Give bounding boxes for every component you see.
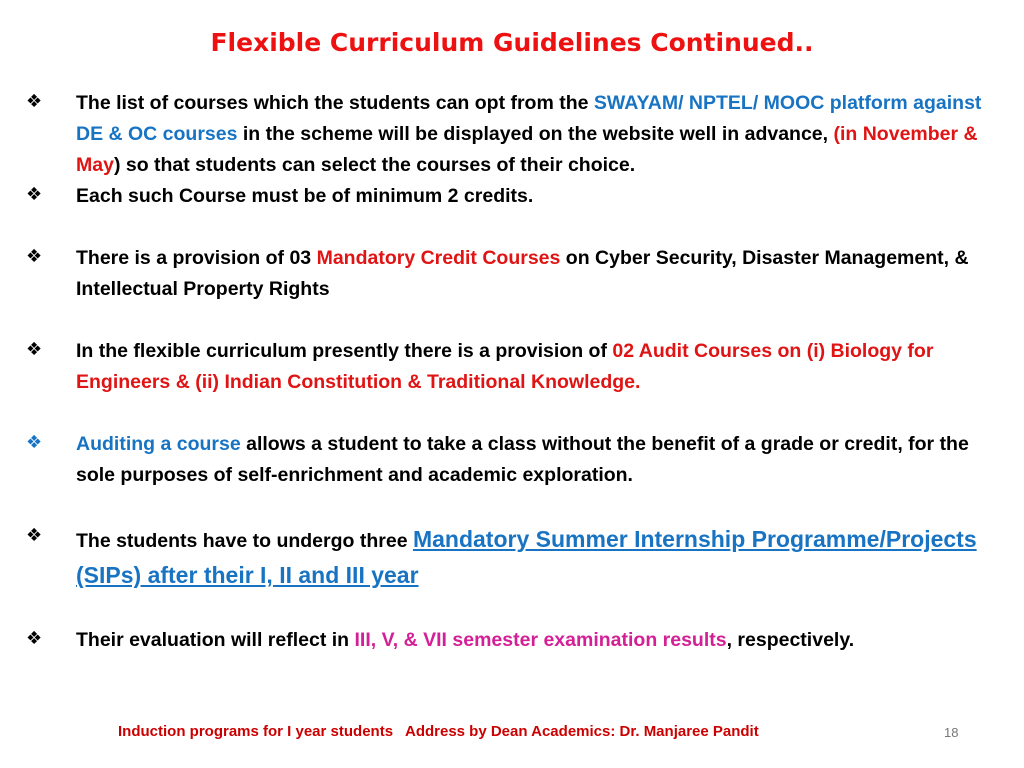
spacer xyxy=(26,398,1006,429)
bullet-text: Their evaluation will reflect in xyxy=(76,629,355,651)
audit-courses-highlight: 02 Audit Courses on (i) Biology for Engineers & (ii) Indian Constitution & Traditional Knowledge. xyxy=(76,340,934,393)
mandatory-credit-highlight: Mandatory Credit Courses xyxy=(316,247,561,269)
spacer xyxy=(26,491,1006,522)
bullet-text: There is a provision of 03 xyxy=(76,247,317,269)
months-highlight: (in November & May xyxy=(76,123,978,176)
bullet-text: In the flexible curriculum presently there is a provision of xyxy=(76,340,613,362)
bullet-audit-courses xyxy=(26,336,1006,398)
semester-highlight: III, V, & VII semester examination results xyxy=(354,629,727,651)
bullet-text: in the scheme will be displayed on the website well in advance, xyxy=(237,123,834,145)
diamond-bullet-icon: ❖ xyxy=(26,628,43,648)
diamond-bullet-icon: ❖ xyxy=(26,525,43,545)
bullet-text: allows a student to take a class without the benefit of a grade or credit, for the sole purposes of self-enrichment and academic exploration. xyxy=(76,433,969,486)
bullet-text: Each such Course must be of minimum 2 credits. xyxy=(76,185,534,207)
diamond-bullet-icon: ❖ xyxy=(26,339,43,359)
bullet-text: ) so that students can select the courses of their choice. xyxy=(113,154,636,176)
slide-title: Flexible Curriculum Guidelines Continued.. xyxy=(210,28,814,57)
diamond-bullet-icon: ❖ xyxy=(26,246,43,266)
diamond-bullet-icon: ❖ xyxy=(26,91,43,111)
bullet-evaluation xyxy=(26,625,1006,656)
diamond-bullet-icon: ❖ xyxy=(26,432,43,452)
spacer xyxy=(26,594,1006,625)
auditing-highlight: Auditing a course xyxy=(76,433,241,455)
bullet-mandatory-credit xyxy=(26,243,1006,305)
footer-text: Induction programs for I year students Address by Dean Academics: Dr. Manjaree Pandit xyxy=(118,723,759,740)
bullet-text: The list of courses which the students can opt from the xyxy=(76,92,594,114)
spacer xyxy=(26,305,1006,336)
platform-highlight: SWAYAM/ NPTEL/ MOOC platform against DE & OC courses xyxy=(76,92,982,145)
bullet-auditing-definition xyxy=(26,429,1006,491)
internship-link[interactable]: Mandatory Summer Internship Programme/Projects (SIPs) after their I, II and III year xyxy=(76,526,977,588)
diamond-bullet-icon: ❖ xyxy=(26,184,43,204)
bullet-min-credits xyxy=(26,181,1006,212)
bullet-text: , respectively. xyxy=(726,629,855,651)
bullet-text: The students have to undergo three xyxy=(76,530,413,552)
bullet-list xyxy=(26,88,1006,656)
bullet-text: on Cyber Security, Disaster Management, & Intellectual Property Rights xyxy=(76,247,969,300)
page-number: 18 xyxy=(944,725,959,740)
spacer xyxy=(26,212,1006,243)
bullet-internship xyxy=(26,522,1006,594)
bullet-courses-list xyxy=(26,88,1006,181)
